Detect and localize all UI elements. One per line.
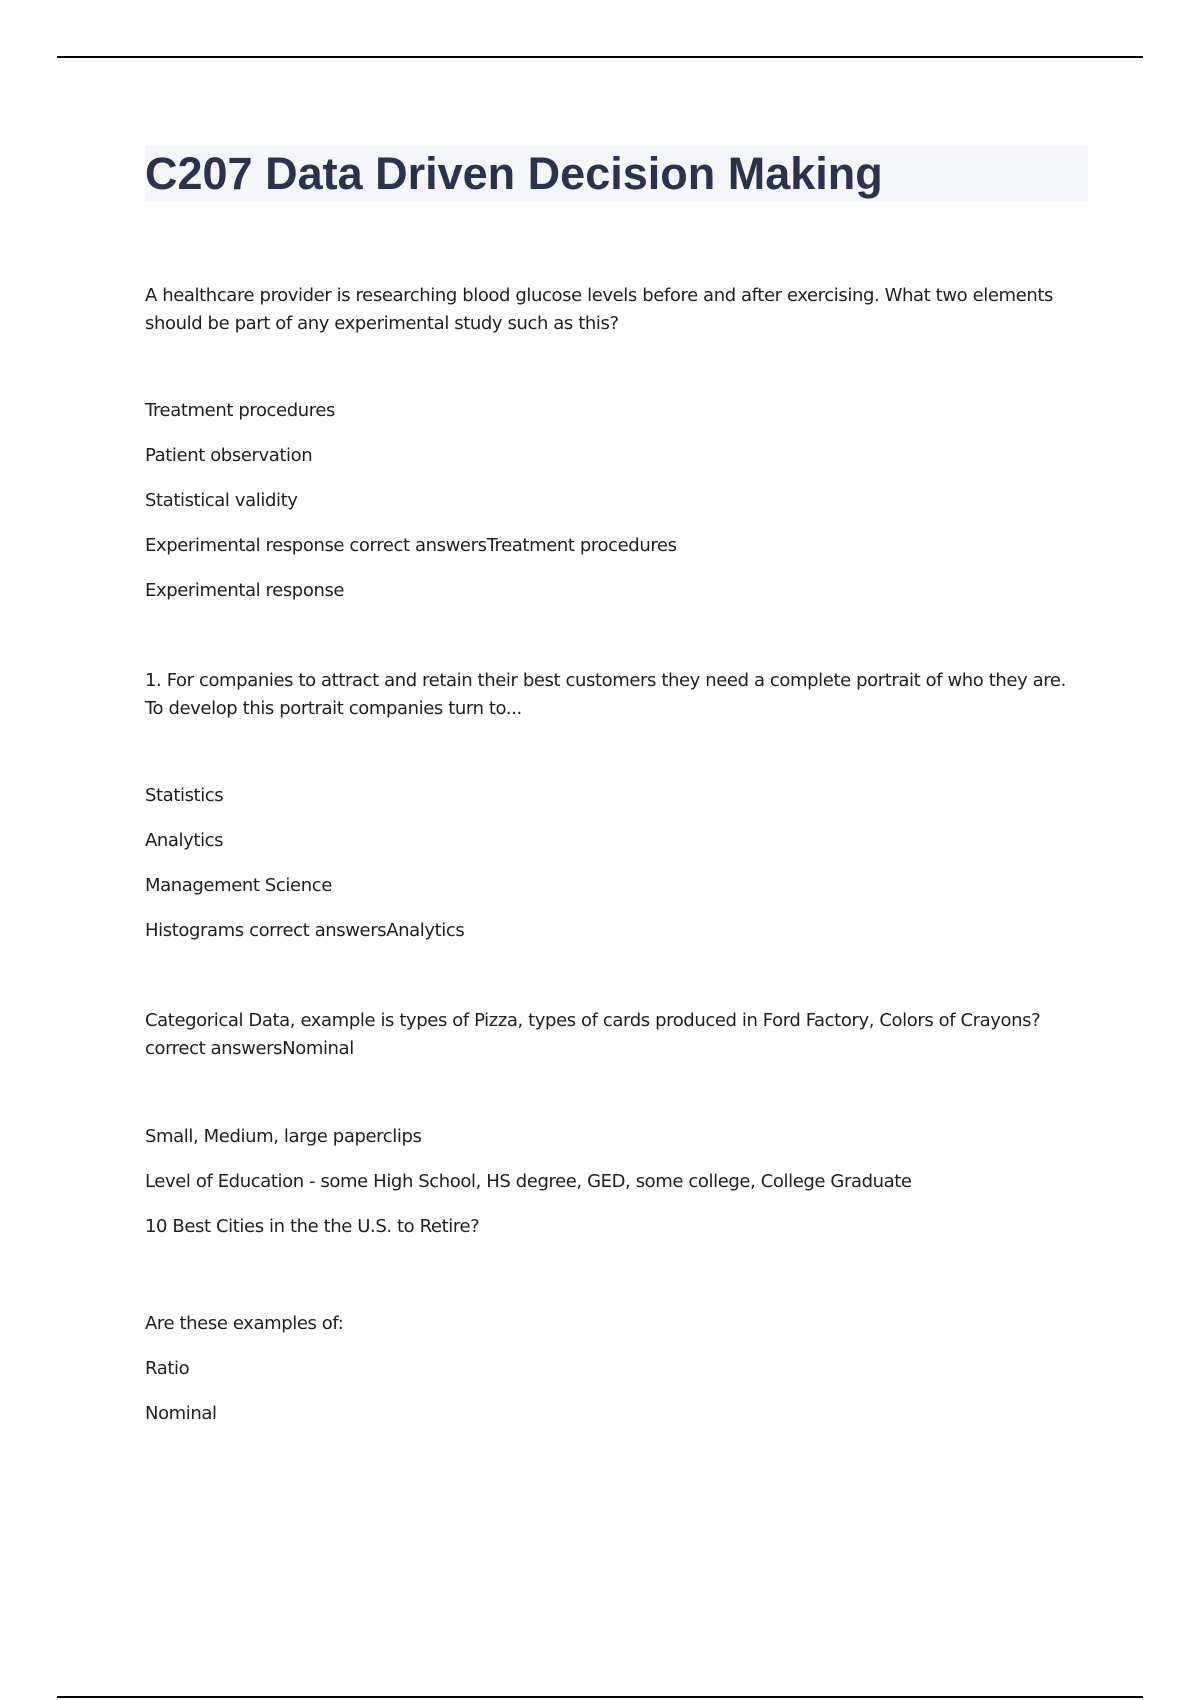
title-band bbox=[145, 146, 1088, 202]
answer-list-3 bbox=[145, 1114, 1088, 1249]
header-rule bbox=[57, 56, 1143, 58]
answer-option: Nominal bbox=[145, 1403, 217, 1424]
question-text-3: Categorical Data, example is types of Pizza, types of cards produced in Ford Factory, Colors of Crayons? correct answersNominal bbox=[145, 1010, 1041, 1059]
answer-list-2 bbox=[145, 773, 1088, 953]
answer-option: Analytics bbox=[145, 830, 224, 851]
answer-option: Small, Medium, large paperclips bbox=[145, 1126, 422, 1147]
question-text-2: 1. For companies to attract and retain their best customers they need a complete portrait of who they are. To develop this portrait companies turn to... bbox=[145, 670, 1066, 719]
answer-option: Statistical validity bbox=[145, 490, 298, 511]
document-title: C207 Data Driven Decision Making bbox=[145, 148, 883, 199]
answer-option: Treatment procedures bbox=[145, 400, 336, 421]
question-text-4: Are these examples of: bbox=[145, 1313, 344, 1334]
answer-option: Statistics bbox=[145, 785, 224, 806]
answer-option: Histograms correct answersAnalytics bbox=[145, 920, 465, 941]
answer-option: Level of Education - some High School, HS degree, GED, some college, College Graduate bbox=[145, 1171, 912, 1192]
answer-list-4 bbox=[145, 1301, 1088, 1436]
question-text-1: A healthcare provider is researching blood glucose levels before and after exercising. What two elements should be part of any experimental study such as this? bbox=[145, 285, 1053, 334]
answer-option: Experimental response bbox=[145, 580, 345, 601]
answer-option: Experimental response correct answersTreatment procedures bbox=[145, 535, 677, 556]
answer-option: Patient observation bbox=[145, 445, 313, 466]
answer-list-1 bbox=[145, 388, 1088, 613]
answer-option: 10 Best Cities in the the U.S. to Retire? bbox=[145, 1216, 480, 1237]
footer-rule bbox=[57, 1696, 1143, 1698]
answer-option: Management Science bbox=[145, 875, 332, 896]
answer-option: Ratio bbox=[145, 1358, 190, 1379]
document-body bbox=[145, 146, 1088, 1436]
